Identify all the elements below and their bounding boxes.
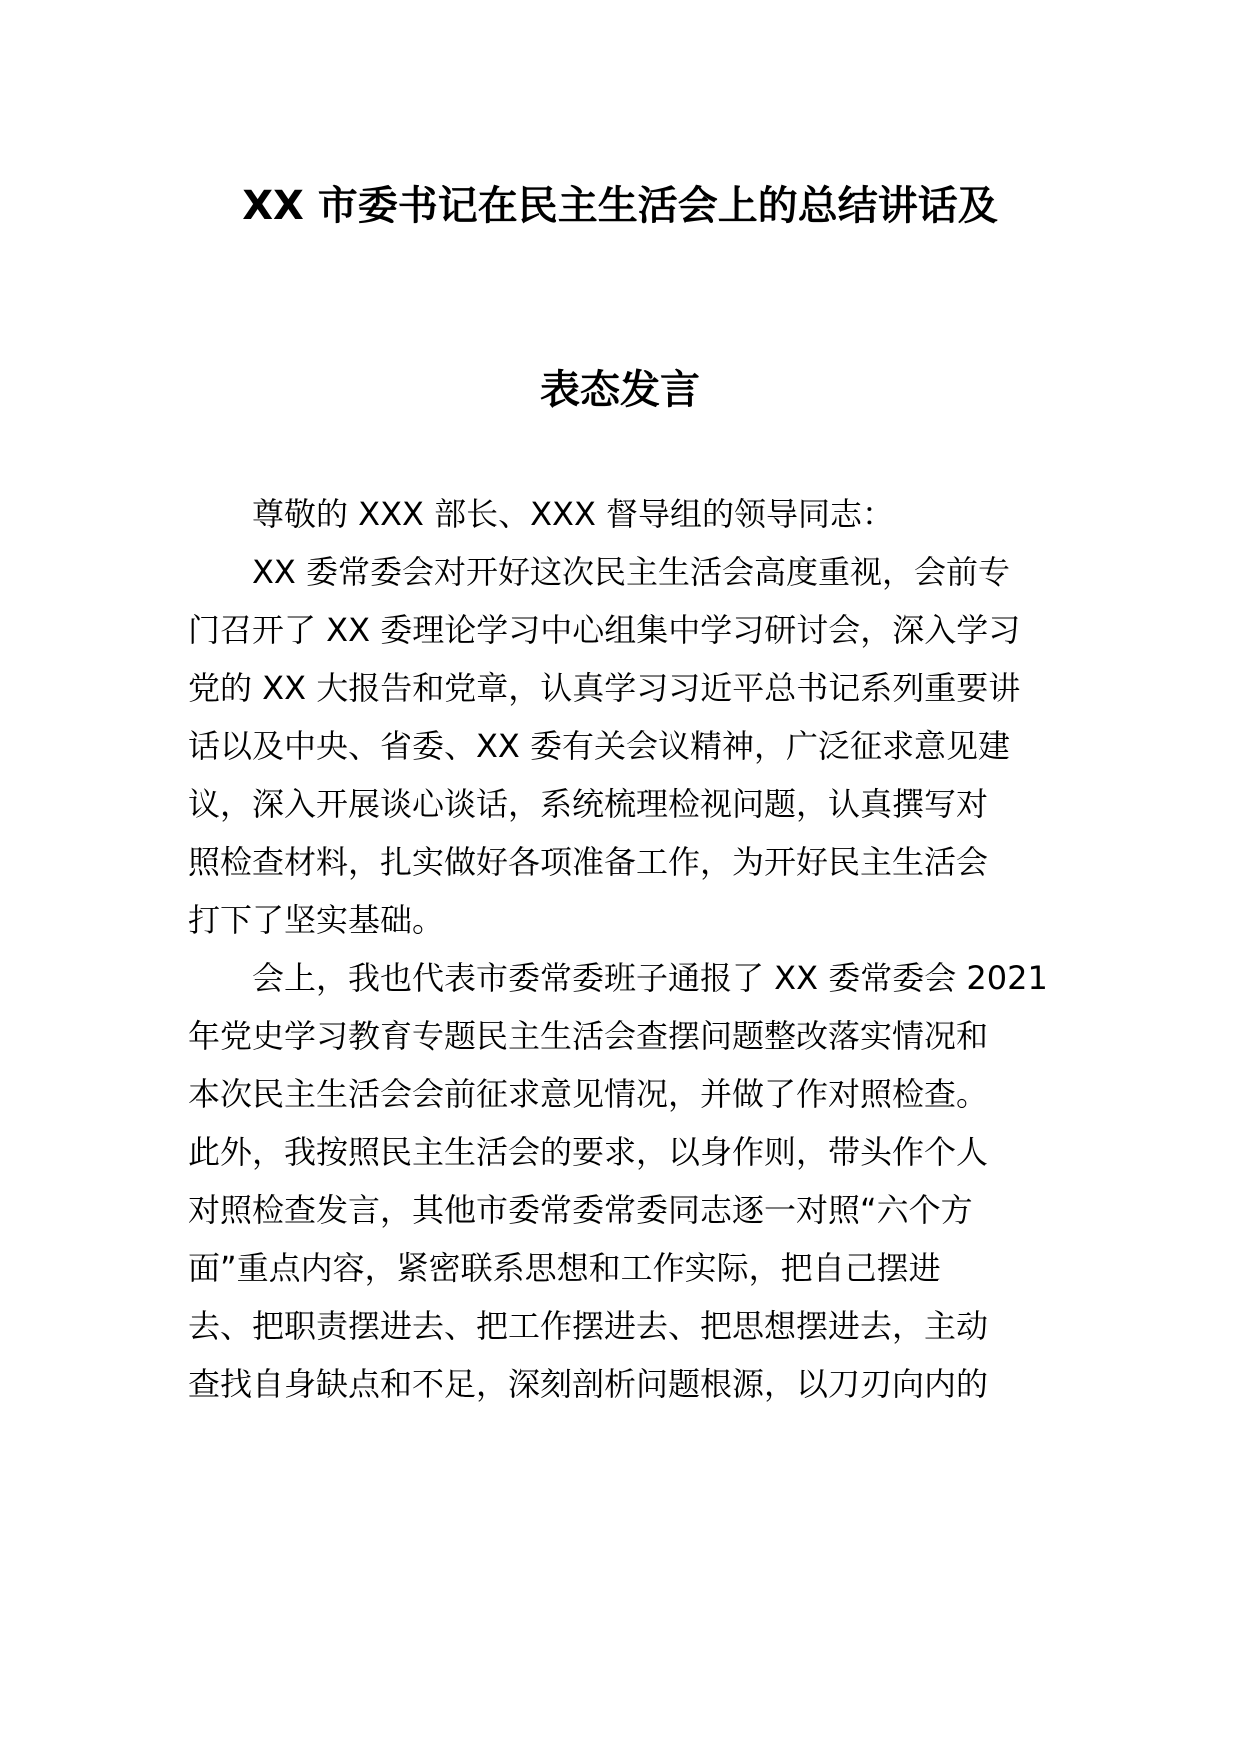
paragraph-1-line: 议，深入开展谈心谈话，系统梳理检视问题，认真撰写对 — [188, 785, 989, 823]
paragraph-1-line: 打下了坚实基础。 — [188, 901, 445, 939]
paragraph-1-line: 话以及中央、省委、XX 委有关会议精神，广泛征求意见建 — [188, 727, 1011, 765]
salutation: 尊敬的 XXX 部长、XXX 督导组的领导同志： — [252, 495, 895, 533]
paragraph-1-line: 门召开了 XX 委理论学习中心组集中学习研讨会，深入学习 — [188, 611, 1021, 649]
paragraph-2-line: 查找自身缺点和不足，深刻剖析问题根源，以刀刃向内的 — [188, 1365, 989, 1403]
paragraph-2-line: 此外，我按照民主生活会的要求，以身作则，带头作个人 — [188, 1133, 989, 1171]
paragraph-2-line: 本次民主生活会会前征求意见情况，并做了作对照检查。 — [188, 1075, 989, 1113]
paragraph-2-line: 对照检查发言，其他市委常委常委同志逐一对照“六个方 — [188, 1191, 973, 1229]
paragraph-2-line: 会上，我也代表市委常委班子通报了 XX 委常委会 2021 — [252, 959, 1048, 997]
paragraph-1-line: 党的 XX 大报告和党章，认真学习习近平总书记系列重要讲 — [188, 669, 1021, 707]
paragraph-1-line: XX 委常委会对开好这次民主生活会高度重视，会前专 — [252, 553, 1011, 591]
document-title-line-2: 表态发言 — [540, 367, 700, 413]
paragraph-2-line: 面”重点内容，紧密联系思想和工作实际，把自己摆进 — [188, 1249, 941, 1287]
paragraph-1-line: 照检查材料，扎实做好各项准备工作，为开好民主生活会 — [188, 843, 989, 881]
paragraph-2-line: 去、把职责摆进去、把工作摆进去、把思想摆进去，主动 — [188, 1307, 989, 1345]
document-title-line-1: XX 市委书记在民主生活会上的总结讲话及 — [242, 183, 998, 229]
paragraph-2-line: 年党史学习教育专题民主生活会查摆问题整改落实情况和 — [188, 1017, 989, 1055]
